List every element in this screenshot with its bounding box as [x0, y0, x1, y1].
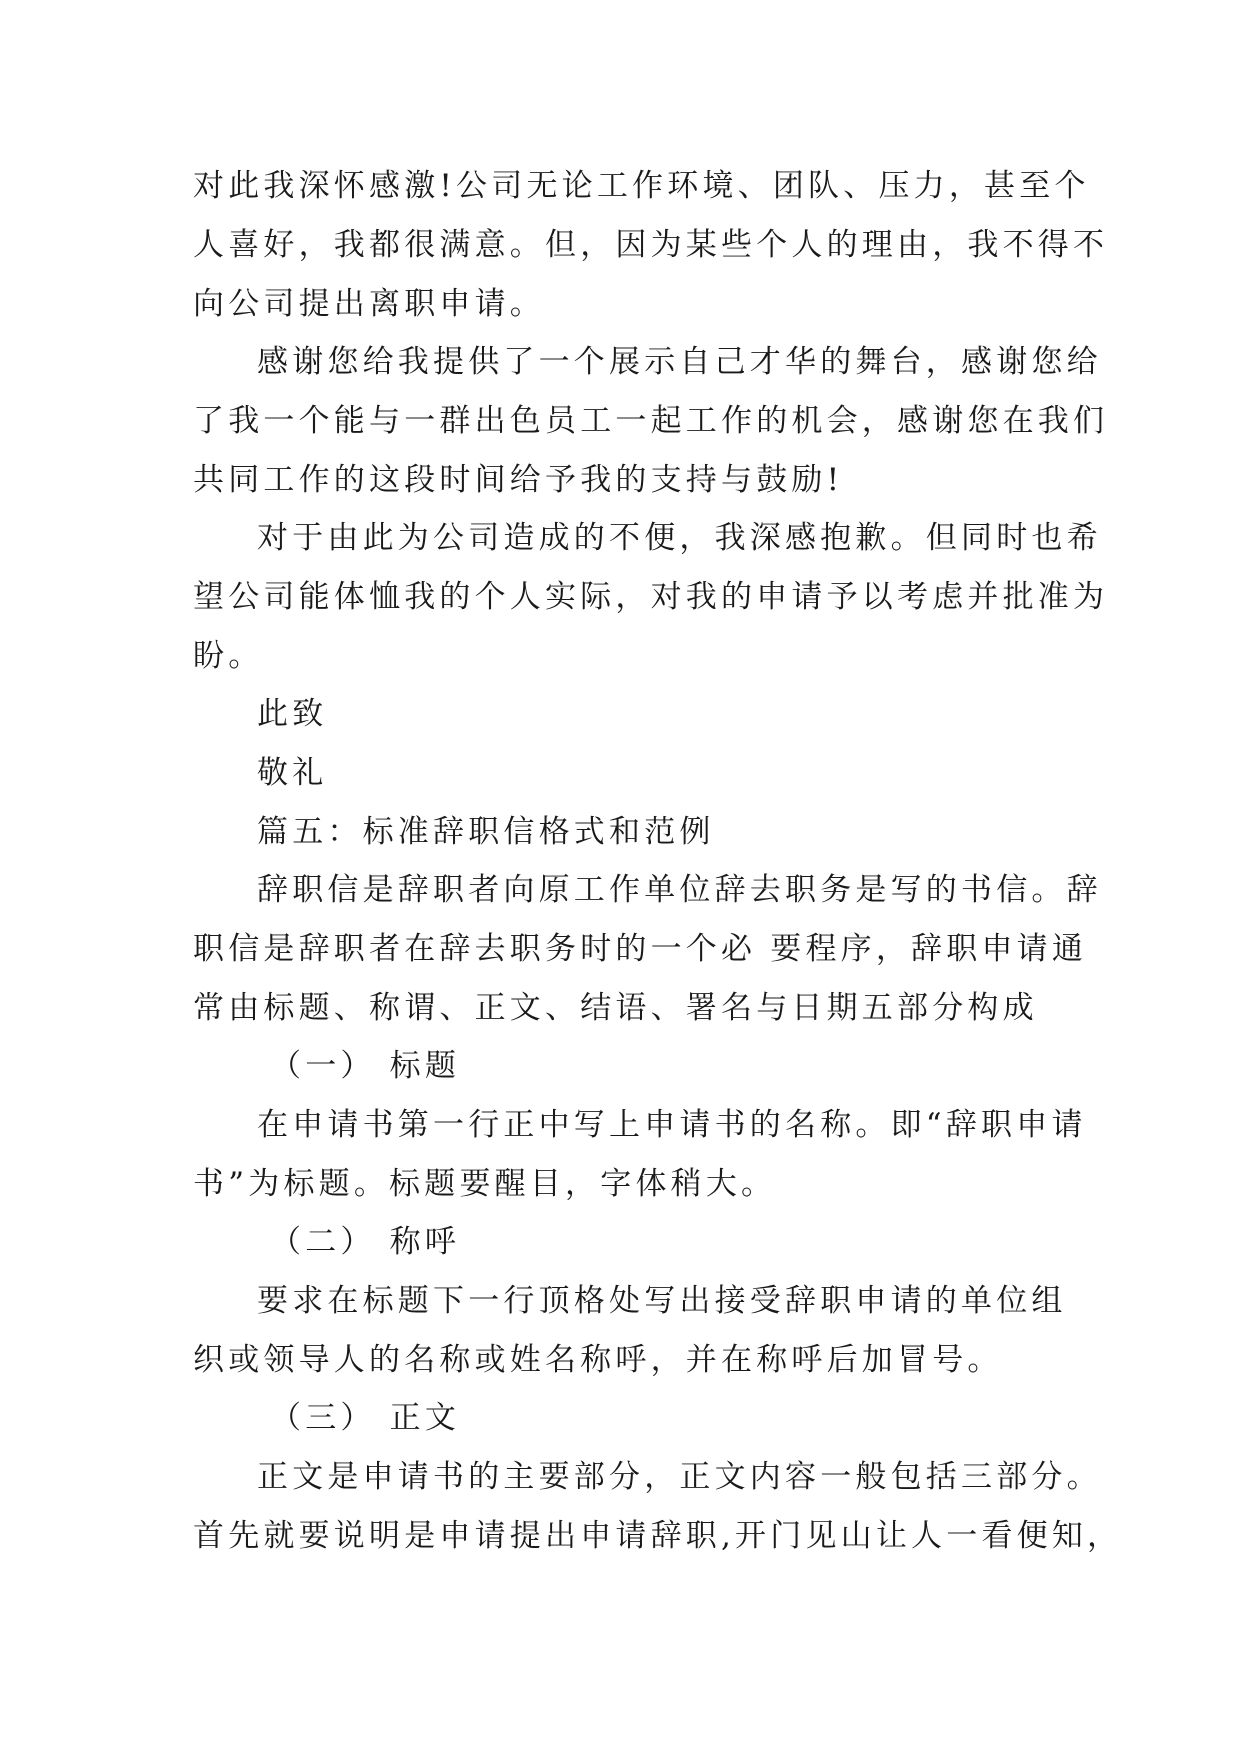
section-heading: 篇五：标准辞职信格式和范例	[257, 814, 715, 850]
text-line-7: 对于由此为公司造成的不便，我深感抱歉。但同时也希	[257, 520, 1102, 556]
subheading-1: （一） 标题	[270, 1048, 461, 1084]
text-line-6: 共同工作的这段时间给予我的支持与鼓励!	[193, 462, 844, 498]
closing-salutation-2: 敬礼	[257, 755, 328, 791]
text-line-20: 要求在标题下一行顶格处写出接受辞职申请的单位组	[257, 1283, 1067, 1319]
subheading-3: （三） 正文	[270, 1400, 461, 1436]
text-line-24: 首先就要说明是申请提出申请辞职,开门见山让人一看便知，	[193, 1518, 1123, 1554]
text-line-8: 望公司能体恤我的个人实际，对我的申请予以考虑并批准为	[193, 579, 1109, 615]
text-line-23: 正文是申请书的主要部分，正文内容一般包括三部分。	[257, 1459, 1102, 1495]
text-line-17: 在申请书第一行正中写上申请书的名称。即“辞职申请	[257, 1107, 1087, 1143]
text-line-9: 盼。	[193, 638, 264, 674]
text-line-5: 了我一个能与一群出色员工一起工作的机会，感谢您在我们	[193, 403, 1109, 439]
text-line-1: 对此我深怀感激!公司无论工作环境、团队、压力，甚至个	[193, 168, 1090, 204]
text-line-21: 织或领导人的名称或姓名称呼，并在称呼后加冒号。	[193, 1342, 1003, 1378]
text-line-4: 感谢您给我提供了一个展示自己才华的舞台，感谢您给	[257, 344, 1102, 380]
text-line-13: 辞职信是辞职者向原工作单位辞去职务是写的书信。辞	[257, 872, 1102, 908]
text-line-3: 向公司提出离职申请。	[193, 286, 545, 322]
text-line-18: 书”为标题。标题要醒目，字体稍大。	[193, 1166, 777, 1202]
subheading-2: （二） 称呼	[270, 1224, 461, 1260]
text-line-15: 常由标题、称谓、正文、结语、署名与日期五部分构成	[193, 990, 1038, 1026]
closing-salutation-1: 此致	[257, 696, 328, 732]
text-line-14: 职信是辞职者在辞去职务时的一个必 要程序，辞职申请通	[193, 931, 1088, 967]
text-line-2: 人喜好，我都很满意。但，因为某些个人的理由，我不得不	[193, 227, 1109, 263]
